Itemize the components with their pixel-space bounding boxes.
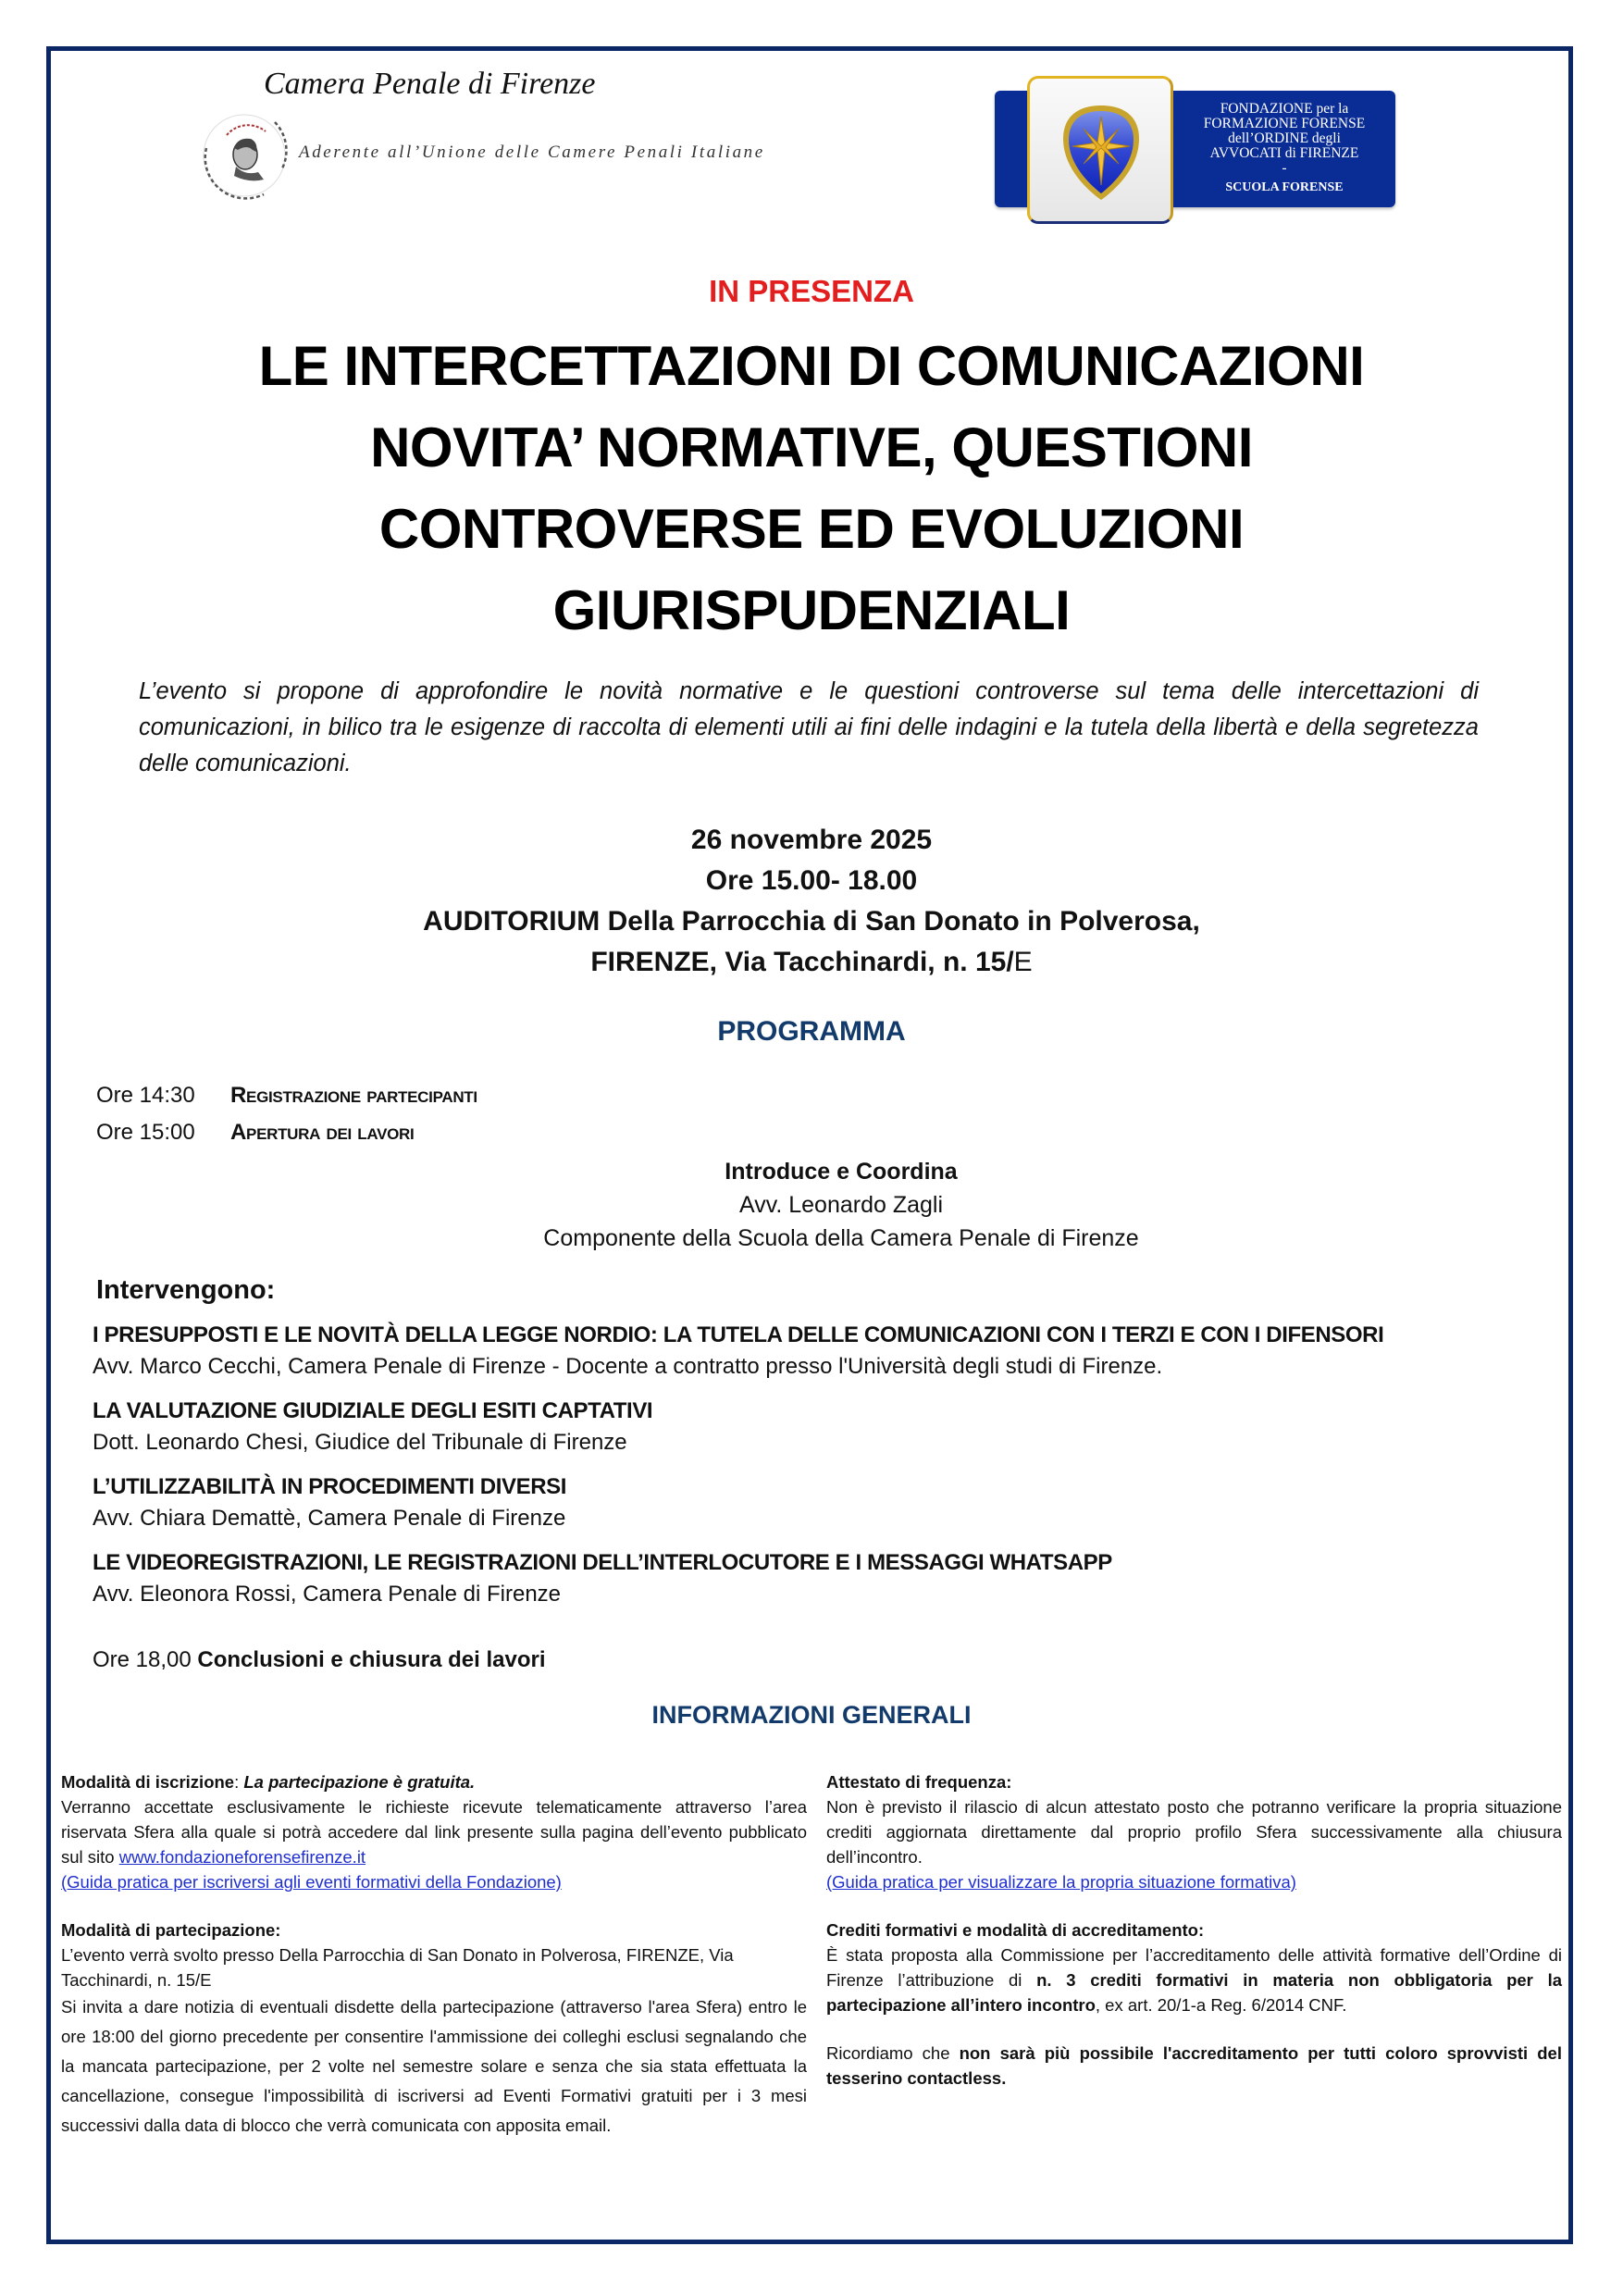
fondazione-logo-text <box>1175 102 1394 195</box>
speakers-heading-label: Intervengono <box>96 1275 266 1305</box>
participation-heading: Modalità di partecipazione: <box>61 1920 281 1940</box>
registration-heading-separator: : <box>234 1772 244 1792</box>
general-info-heading: INFORMAZIONI GENERALI <box>651 1701 972 1729</box>
reminder-start: Ricordiamo che <box>826 2043 960 2063</box>
talk-item <box>93 1320 1536 1383</box>
registration-guide-link[interactable]: (Guida pratica per iscriversi agli eventi formativi della Fondazione) <box>61 1872 562 1892</box>
registration-free-note: La partecipazione è gratuita. <box>243 1772 476 1792</box>
talk-title: LA VALUTAZIONE GIUDIZIALE DEGLI ESITI CAPTATIVI <box>93 1398 653 1423</box>
talk-speaker: Avv. Marco Cecchi, Camera Penale di Firenze - Docente a contratto presso l'Università degli studi di Firenze. <box>93 1354 1163 1379</box>
scuola-forense-label: SCUOLA FORENSE <box>1225 180 1344 194</box>
event-address-main: FIRENZE, Via Tacchinardi, n. 15/ <box>590 947 1014 977</box>
unione-camere-penali-seal-icon <box>199 104 290 205</box>
attendance-body: Non è previsto il rilascio di alcun attestato posto che potranno verificare la propria situazione crediti aggiornata direttamente dal proprio profilo Sfera successivamente alla chiusura dell’incontro. <box>826 1797 1562 1867</box>
coordinator-role: Componente della Scuola della Camera Penale di Firenze <box>543 1225 1139 1251</box>
credits-body-end: , ex art. 20/1-a Reg. 6/2014 CNF. <box>1095 1995 1347 2015</box>
registration-section <box>61 1769 807 1894</box>
speakers-heading-colon: : <box>266 1275 276 1305</box>
event-title-line: GIURISPUDENZIALI <box>552 579 1071 641</box>
credits-amount: n. 3 crediti formativi in materia non obbligatoria per la partecipazione all’intero incontro <box>826 1970 1562 2015</box>
compass-star-shield-icon <box>1059 102 1143 204</box>
schedule-time: Ore 14:30 <box>96 1083 195 1108</box>
program-heading: PROGRAMMA <box>717 1016 906 1047</box>
attendance-guide-link[interactable]: (Guida pratica per visualizzare la propria situazione formativa) <box>826 1872 1296 1892</box>
talk-item <box>93 1547 1536 1610</box>
event-details <box>46 820 1577 983</box>
participation-location: L’evento verrà svolto presso Della Parrocchia di San Donato in Polverosa, FIRENZE, Via Tacchinardi, n. 15/E <box>61 1945 734 1990</box>
talk-speaker: Avv. Eleonora Rossi, Camera Penale di Firenze <box>93 1582 562 1607</box>
event-format-label: IN PRESENZA <box>709 274 914 308</box>
attendance-section <box>826 1769 1562 1894</box>
event-date: 26 novembre 2025 <box>690 825 933 855</box>
schedule-activity: Registrazione partecipanti <box>230 1083 477 1108</box>
coordinator-heading: Introduce e Coordina <box>725 1159 958 1185</box>
talk-item <box>93 1396 1536 1458</box>
event-time: Ore 15.00- 18.00 <box>705 865 918 896</box>
credits-heading: Crediti formativi e modalità di accreditamento: <box>826 1920 1205 1940</box>
registration-heading <box>61 1769 807 1794</box>
fondazione-site-link[interactable]: www.fondazioneforensefirenze.it <box>118 1847 366 1867</box>
schedule-activity: Apertura dei lavori <box>230 1120 415 1145</box>
camera-penale-title: Camera Penale di Firenze <box>264 67 596 101</box>
participation-cancellation-policy: Si invita a dare notizia di eventuali disdette della partecipazione (attraverso l'area Sfera) entro le ore 18:00 del giorno precedente per consentire l'ammissione dei colleghi esclusi segnalando che la mancata partecipazione, per 2 volte nel semestre solare e senza che sia stata effettuata la cancellazione, consegue l'impossibilità di iscriversi ad Eventi Formativi gratuiti per i 3 mesi successivi dalla data di blocco che verrà comunicata con apposita email. <box>61 1997 807 2135</box>
fondazione-line-3: dell’ORDINE degli <box>1228 130 1341 146</box>
credits-body <box>826 1942 1562 2017</box>
talks-list <box>93 1320 1536 1623</box>
talk-title: I PRESUPPOSTI E LE NOVITÀ DELLA LEGGE NORDIO: LA TUTELA DELLE COMUNICAZIONI CON I TERZI E CON I DIFENSORI <box>93 1322 1384 1347</box>
event-title <box>46 326 1577 652</box>
participation-section <box>61 1917 807 2141</box>
credits-section <box>826 1917 1562 2017</box>
talk-title: L’UTILIZZABILITÀ IN PROCEDIMENTI DIVERSI <box>93 1474 567 1499</box>
closing-label: Conclusioni e chiusura dei lavori <box>197 1647 546 1672</box>
talk-speaker: Dott. Leonardo Chesi, Giudice del Tribunale di Firenze <box>93 1430 627 1455</box>
event-title-line: CONTROVERSE ED EVOLUZIONI <box>378 498 1245 560</box>
closing-item <box>93 1647 546 1673</box>
reminder-emphasis: non sarà più possibile l'accreditamento per tutti coloro sprovvisti del tesserino contactless. <box>826 2043 1562 2088</box>
event-venue: AUDITORIUM Della Parrocchia di San Donato in Polverosa, <box>423 906 1200 937</box>
fondazione-line-4: AVVOCATI di FIRENZE <box>1209 145 1359 161</box>
talk-speaker: Avv. Chiara Demattè, Camera Penale di Firenze <box>93 1506 566 1531</box>
fondazione-line-2: FORMAZIONE FORENSE <box>1203 116 1366 131</box>
schedule-item <box>96 1120 414 1146</box>
fondazione-line-5: - <box>1282 160 1287 176</box>
coordinator-name: Avv. Leonardo Zagli <box>738 1192 944 1218</box>
registration-heading-label: Modalità di iscrizione <box>61 1772 235 1792</box>
event-description: L’evento si propone di approfondire le novità normative e le questioni controverse sul tema delle intercettazioni di comunicazioni, in bilico tra le esigenze di raccolta di elementi utili ai fini delle indagini e la tutela della libertà e della segretezza delle comunicazioni. <box>139 678 1479 776</box>
fondazione-line-1: FONDAZIONE per la <box>1220 101 1349 117</box>
event-title-line: LE INTERCETTAZIONI DI COMUNICAZIONI <box>258 335 1365 397</box>
camera-penale-subtitle: Aderente all’Unione delle Camere Penali Italiane <box>299 143 765 162</box>
talk-title: LE VIDEOREGISTRAZIONI, LE REGISTRAZIONI DELL’INTERLOCUTORE E I MESSAGGI WHATSAPP <box>93 1550 1112 1575</box>
event-title-line: NOVITA’ NORMATIVE, QUESTIONI <box>370 416 1253 478</box>
contactless-reminder <box>826 2041 1562 2091</box>
info-left-column <box>61 1769 807 2164</box>
attendance-heading: Attestato di frequenza: <box>826 1772 1012 1792</box>
schedule-item <box>96 1083 477 1109</box>
registration-body: Verranno accettate esclusivamente le richieste ricevute telematicamente attraverso l’area riservata Sfera alla quale si potrà accedere dal link presente sulla pagina dell’evento pubblicato sul sito <box>61 1797 807 1867</box>
talk-item <box>93 1471 1536 1534</box>
closing-time: Ore 18,00 <box>93 1647 198 1672</box>
speakers-heading <box>96 1275 275 1306</box>
info-right-column <box>826 1769 1562 2114</box>
event-address-suffix: E <box>1013 947 1033 977</box>
coordinator-block <box>46 1155 1623 1255</box>
credits-body-start: È stata proposta alla Commissione per l’accreditamento delle attività formative dell’Ordine di Firenze l’attribuzione di <box>826 1945 1562 1990</box>
event-address <box>46 942 1577 983</box>
schedule-time: Ore 15:00 <box>96 1120 195 1145</box>
